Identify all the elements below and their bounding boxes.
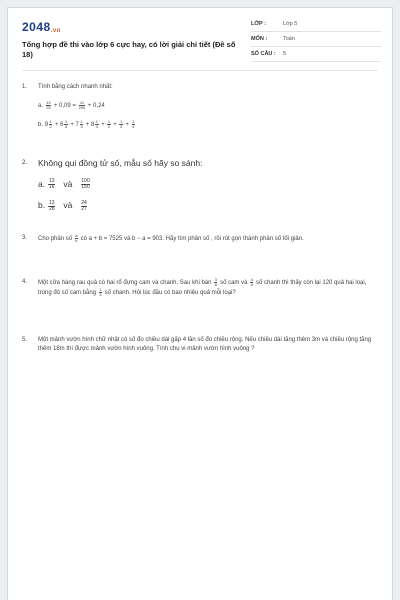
fraction: $\frac{41}{200}$ bbox=[78, 100, 86, 110]
meta-value-subject: Toán bbox=[283, 36, 295, 42]
question-3 bbox=[22, 234, 372, 244]
question-number: 3. bbox=[22, 235, 28, 241]
question-number: 2. bbox=[22, 160, 28, 166]
fraction: $\frac{1}{4}$ bbox=[95, 119, 99, 130]
fraction: $\frac{a}{b}$ bbox=[75, 233, 78, 243]
brand-suffix: .vn bbox=[50, 28, 61, 34]
meta-row-count bbox=[251, 47, 381, 62]
fraction: $\frac{1}{6}$ bbox=[64, 119, 68, 130]
question-2a: a. $\frac{13}{16}$ và $\frac{100}{150}$ bbox=[38, 178, 90, 191]
fraction: $\frac{1}{3}$ bbox=[119, 119, 123, 130]
meta-label-subject: MÔN : bbox=[251, 36, 268, 42]
fraction: $\frac{1}{2}$ bbox=[107, 119, 111, 130]
meta-label-count: SỐ CÂU : bbox=[251, 51, 276, 57]
fraction: $\frac{13}{25}$ bbox=[46, 100, 51, 110]
meta-info-panel bbox=[251, 17, 381, 62]
meta-row-subject bbox=[251, 32, 381, 47]
fraction: $\frac{3}{8}$ bbox=[214, 277, 217, 287]
question-text: Một mảnh vườn hình chữ nhật có số đo chiều dài gấp 4 lần số đo chiều rộng. Nếu chiều dài tăng thêm 3m và chiều rộng tăng thêm 18m thì được mảnh vườn hình vuông. Tính chu vi mảnh vườn hình vuông ? bbox=[38, 337, 372, 352]
brand-name: 2048 bbox=[22, 20, 51, 34]
fraction: $\frac{1}{3}$ bbox=[80, 119, 83, 130]
question-text: Một cửa hàng rau quả có hai rổ đựng cam và chanh. Sau khi bán $\frac{3}{8}$ số cam và $\frac{4}{5}$ số chanh thì thấy còn lại 120 quả hai loại, trong đó số cam bằng $\frac{1}{3}$ số chanh. Hỏi lúc đầu có bao nhiêu quả mỗi loại? bbox=[38, 277, 367, 298]
question-4 bbox=[22, 278, 372, 298]
meta-label-grade: LỚP : bbox=[251, 21, 266, 27]
question-text: Không qui đồng tử số, mẫu số hãy so sánh: bbox=[38, 158, 203, 168]
question-text: Cho phân số $\frac{a}{b}$ có a + b = 7525 và b − a = 903. Hãy tìm phân số , rồi rút gọn thành phân số tối giản. bbox=[38, 233, 304, 243]
document-title: Tổng hợp đề thi vào lớp 6 cực hay, có lời giải chi tiết (Đề số 18) bbox=[22, 40, 236, 59]
fraction: $\frac{1}{4}$ bbox=[132, 119, 135, 130]
meta-value-grade: Lớp 5 bbox=[283, 21, 298, 27]
meta-row-grade bbox=[251, 17, 381, 32]
question-text: Tính bằng cách nhanh nhất: bbox=[38, 84, 113, 90]
question-number: 1. bbox=[22, 84, 28, 90]
header-divider bbox=[22, 70, 378, 71]
brand-logo[interactable] bbox=[22, 20, 61, 34]
question-1a: a. $\frac{13}{25}$ + 0,09 = $\frac{41}{200}$ + 0,24 bbox=[38, 100, 105, 110]
question-2b: b. $\frac{13}{28}$ và $\frac{24}{27}$ bbox=[38, 199, 87, 212]
fraction: $\frac{4}{5}$ bbox=[250, 277, 253, 287]
question-number: 5. bbox=[22, 337, 28, 343]
meta-value-count: 5 bbox=[283, 51, 287, 57]
question-number: 4. bbox=[22, 279, 28, 285]
fraction: $\frac{24}{27}$ bbox=[81, 199, 87, 212]
fraction: $\frac{100}{150}$ bbox=[81, 178, 90, 191]
question-1b: b. 9 $\frac{1}{2}$ + 6 $\frac{1}{6}$ + 7 $\frac{1}{3}$ + 8 $\frac{1}{4}$ + $\frac{1}{2}$ + $\frac{1}{3}$ + $\frac{1}{4}$ bbox=[38, 119, 135, 130]
fraction: $\frac{1}{2}$ bbox=[49, 119, 52, 130]
fraction: $\frac{13}{16}$ bbox=[48, 178, 55, 191]
question-5 bbox=[22, 336, 372, 354]
fraction: $\frac{1}{3}$ bbox=[99, 287, 102, 298]
fraction: $\frac{13}{28}$ bbox=[48, 199, 55, 212]
question-1 bbox=[22, 83, 372, 139]
question-2 bbox=[22, 158, 372, 221]
document-page bbox=[7, 7, 393, 600]
